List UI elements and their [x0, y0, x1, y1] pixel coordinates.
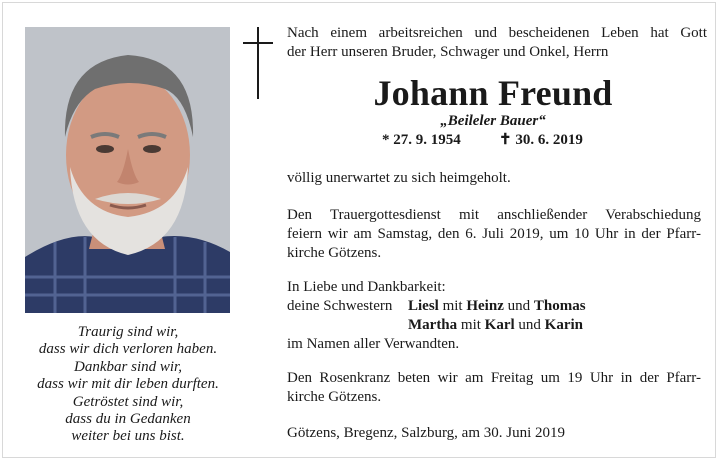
poem-line: Dankbar sind wir, [74, 358, 182, 375]
service-line-2: feiern wir am Samstag, den 6. Juli 2019, um 10 Uhr in der Pfarr- [287, 226, 701, 242]
portrait-photo [25, 27, 230, 313]
intro-text [287, 24, 707, 62]
poem-line: weiter bei uns bist. [71, 428, 185, 445]
rosary-text [287, 369, 701, 407]
deceased-name: Johann Freund [373, 73, 613, 113]
place-date [287, 424, 707, 443]
rosary-line-2: kirche Götzens. [287, 389, 382, 405]
relatives-row-2 [287, 316, 707, 335]
called-home-line: völlig unerwartet zu sich heimgeholt. [287, 170, 511, 186]
birth-date: * 27. 9. 1954 [382, 132, 461, 148]
relatives-row-1 [287, 297, 707, 316]
death-date: ✝ 30. 6. 2019 [499, 132, 583, 148]
deceased-nickname: „Beileler Bauer“ [440, 113, 546, 129]
rosary-line-1: Den Rosenkranz beten wir am Freitag um 19 Uhr in der Pfarr- [287, 370, 701, 386]
intro-line-2: der Herr unseren Bruder, Schwager und Onkel, Herrn [287, 44, 609, 60]
service-text [287, 206, 701, 263]
partner-name: Karl [484, 317, 515, 333]
partner-name: Heinz [466, 298, 504, 314]
called-home-text [287, 169, 707, 188]
poem-line: Traurig sind wir, [77, 324, 179, 340]
sisters-label: deine Schwestern [287, 298, 393, 314]
child-name: Thomas [533, 298, 586, 314]
sister-name: Martha [408, 317, 458, 333]
cross-icon-bar [243, 42, 273, 44]
cross-icon [257, 27, 259, 99]
poem-line: dass wir dich verloren haben. [38, 341, 218, 358]
poem-line: dass wir mit dir leben durften. [37, 376, 219, 393]
and-word: und [507, 298, 531, 314]
with-word: mit [442, 298, 463, 314]
poem-line: Getröstet sind wir, [72, 393, 184, 410]
relatives-intro-line: In Liebe und Dankbarkeit: [287, 279, 446, 295]
intro-line-1: Nach einem arbeitsreichen und bescheidenen Leben hat Gott [287, 25, 707, 41]
place-date-line: Götzens, Bregenz, Salzburg, am 30. Juni 2019 [287, 425, 566, 441]
poem-line: dass du in Gedanken [65, 411, 191, 428]
poem [18, 324, 238, 446]
child-name: Karin [544, 317, 584, 333]
service-line-3: kirche Götzens. [287, 245, 382, 261]
with-word: mit [460, 317, 481, 333]
sister-name: Liesl [408, 298, 439, 314]
relatives-closing: im Namen aller Verwandten. [287, 336, 460, 352]
service-line-1: Den Trauergottesdienst mit anschließender Verabschiedung [287, 207, 701, 223]
and-word: und [518, 317, 541, 333]
relatives-intro [287, 278, 707, 297]
relatives-list [287, 297, 707, 354]
